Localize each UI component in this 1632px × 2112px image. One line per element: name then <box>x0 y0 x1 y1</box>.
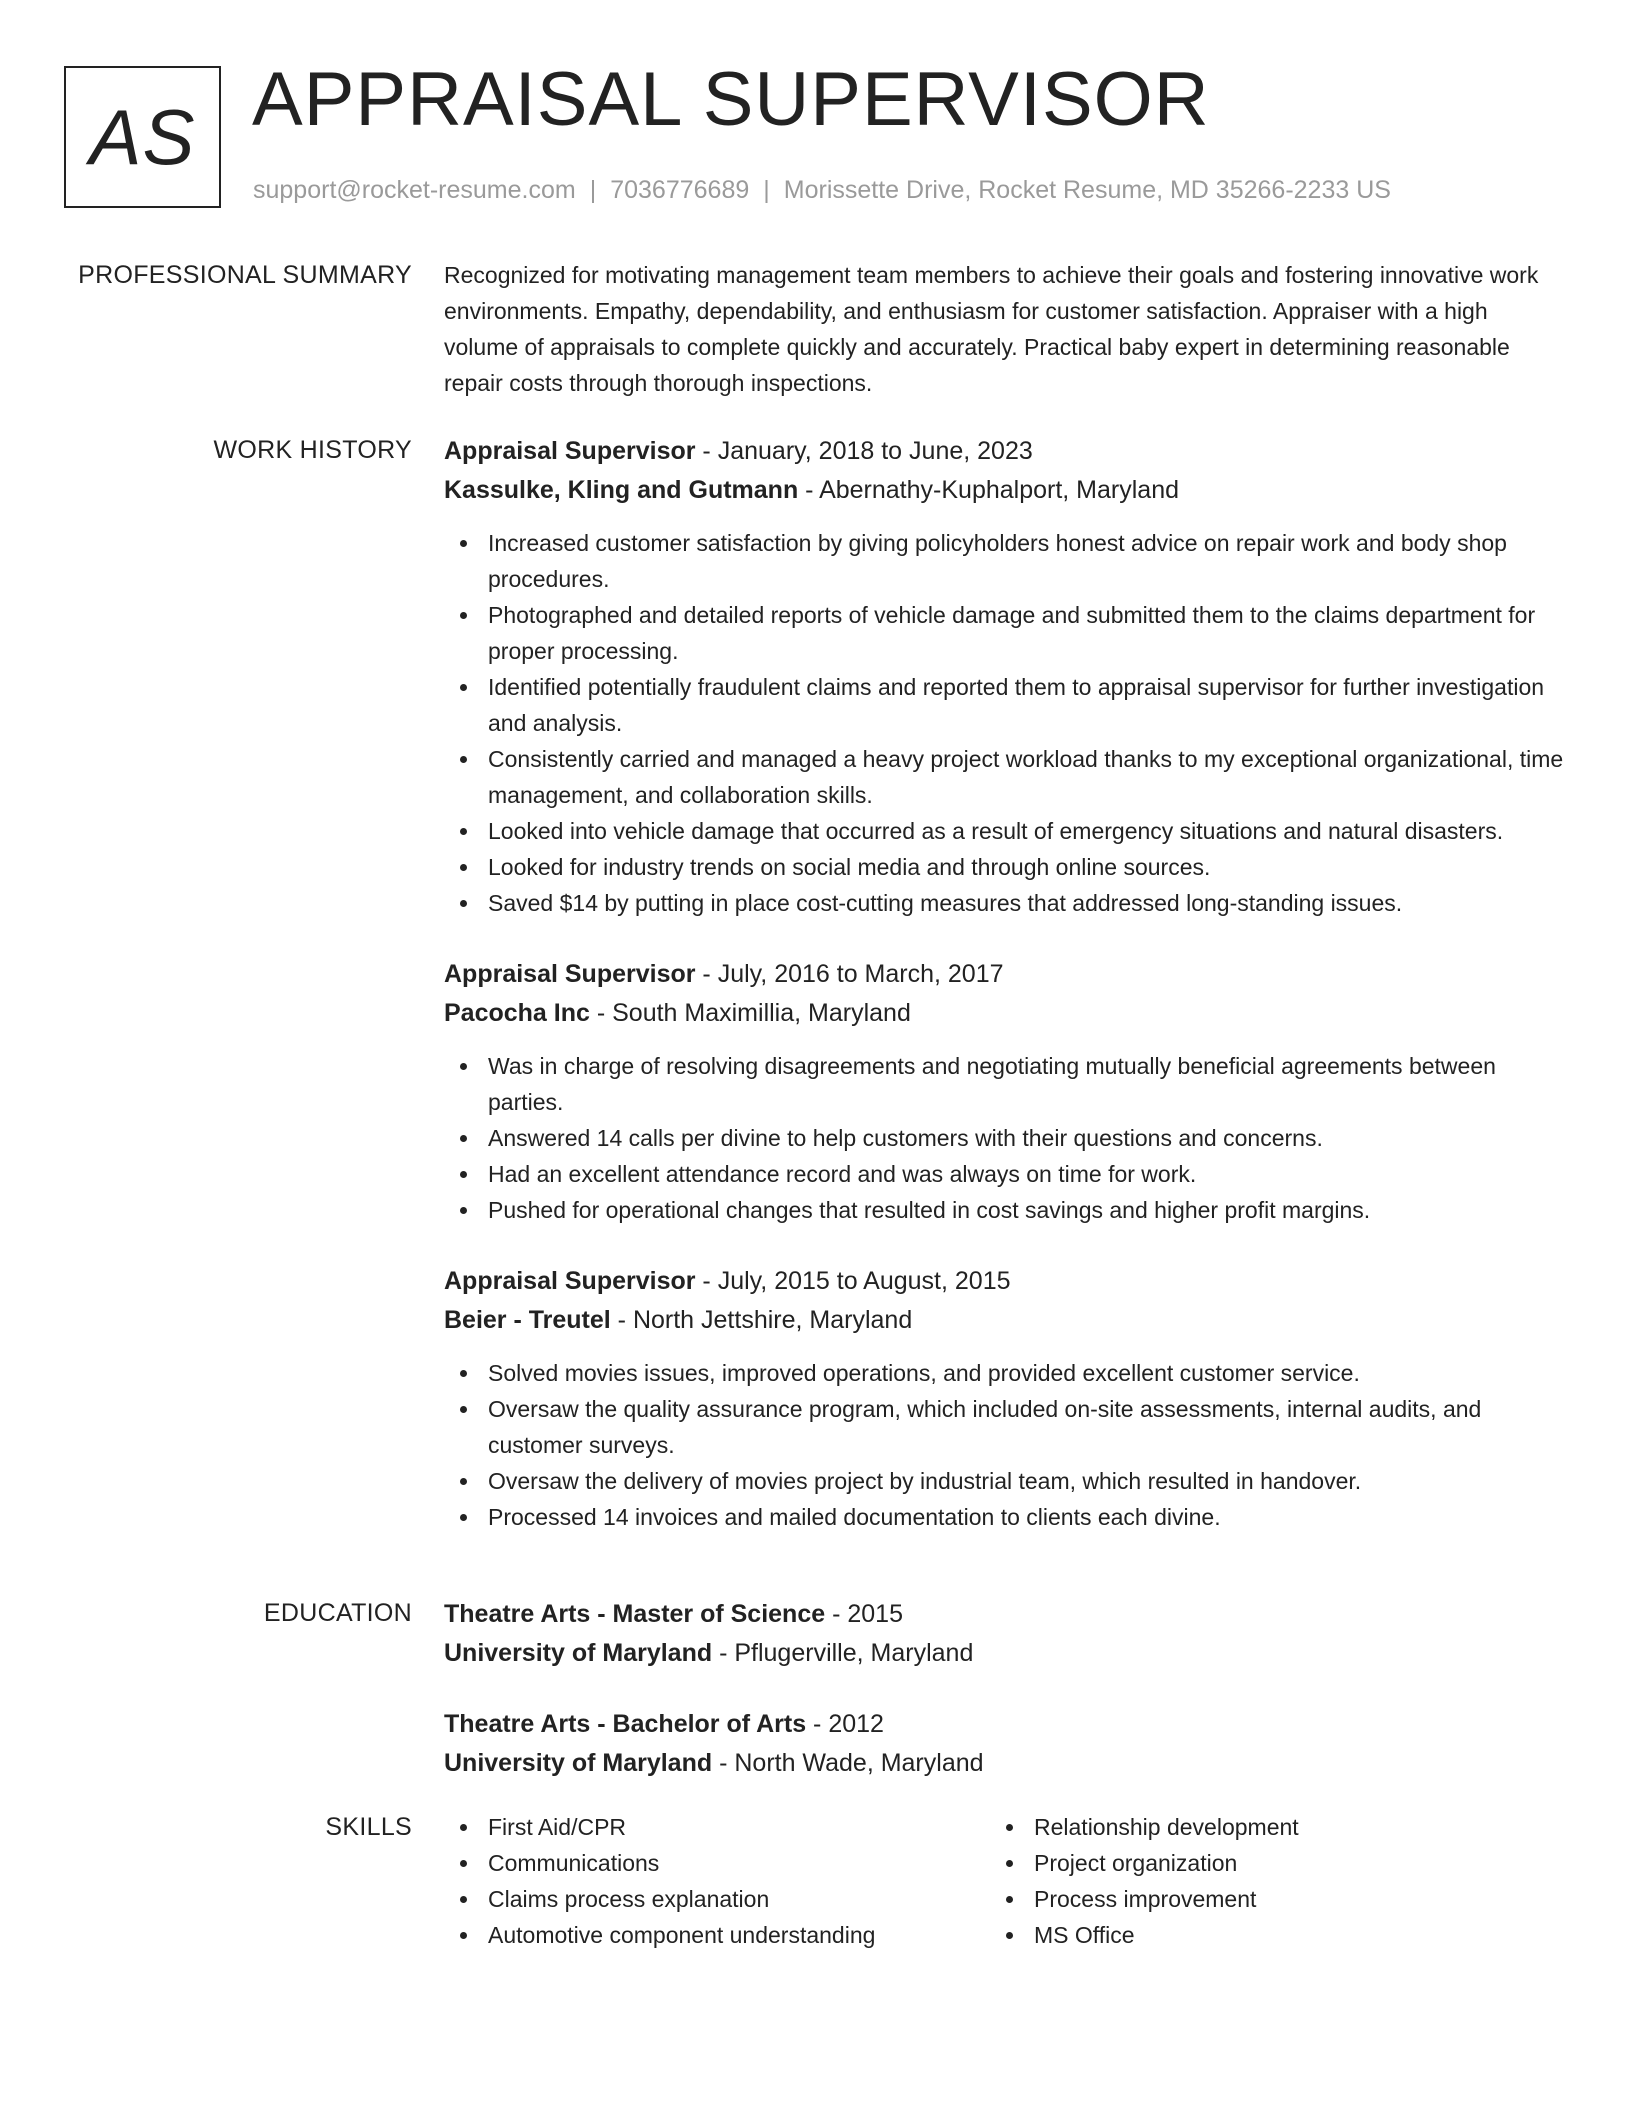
education-entry <box>444 1595 1564 1673</box>
list-item: Solved movies issues, improved operations, and provided excellent customer service. <box>444 1355 1564 1391</box>
degree: Theatre Arts - Bachelor of Arts <box>444 1710 807 1738</box>
job-company: Kassulke, Kling and Gutmann <box>444 476 799 504</box>
job-dates: - January, 2018 to June, 2023 <box>695 437 1033 465</box>
list-item: Pushed for operational changes that resulted in cost savings and higher profit margins. <box>444 1192 1564 1228</box>
job-title-line <box>444 955 1564 994</box>
list-item: MS Office <box>990 1917 1536 1953</box>
skills-list-right <box>990 1809 1536 1953</box>
school: University of Maryland <box>444 1639 713 1667</box>
job-dates: - July, 2016 to March, 2017 <box>695 960 1004 988</box>
list-item: Relationship development <box>990 1809 1536 1845</box>
list-item: Answered 14 calls per divine to help customers with their questions and concerns. <box>444 1120 1564 1156</box>
contact-phone: 7036776689 <box>610 176 750 204</box>
job-company-line <box>444 471 1564 510</box>
list-item: Oversaw the delivery of movies project by industrial team, which resulted in handover. <box>444 1463 1564 1499</box>
school: University of Maryland <box>444 1749 713 1777</box>
education-entry <box>444 1705 1564 1783</box>
job-title-line <box>444 432 1564 471</box>
summary-text: Recognized for motivating management team members to achieve their goals and fostering innovative work environments. Empathy, dependability, and enthusiasm for customer satisfaction. Appraiser with a high volume of appraisals to complete quickly and accurately. Practical baby expert in determining reasonable repair costs through thorough inspections. <box>444 262 1539 396</box>
section-body <box>444 1595 1564 1815</box>
job-company-line <box>444 994 1564 1033</box>
job-title: Appraisal Supervisor <box>444 1267 696 1295</box>
initials: AS <box>89 92 196 181</box>
list-item: Process improvement <box>990 1881 1536 1917</box>
list-item: Automotive component understanding <box>444 1917 990 1953</box>
degree-line <box>444 1705 1564 1744</box>
job-title: Appraisal Supervisor <box>444 437 696 465</box>
list-item: Saved $14 by putting in place cost-cutting measures that addressed long-standing issues. <box>444 885 1564 921</box>
school-line <box>444 1744 1564 1783</box>
job-company: Beier - Treutel <box>444 1306 611 1334</box>
contact-line <box>253 174 1391 206</box>
skills-list-left <box>444 1809 990 1953</box>
contact-email: support@rocket-resume.com <box>253 176 576 204</box>
skills-columns <box>444 1809 1564 1953</box>
school-location: - Pflugerville, Maryland <box>712 1639 974 1667</box>
degree-line <box>444 1595 1564 1634</box>
job-dates: - July, 2015 to August, 2015 <box>695 1267 1011 1295</box>
list-item: Claims process explanation <box>444 1881 990 1917</box>
contact-separator: | <box>763 176 770 204</box>
list-item: First Aid/CPR <box>444 1809 990 1845</box>
section-body <box>444 1809 1564 1953</box>
list-item: Communications <box>444 1845 990 1881</box>
degree: Theatre Arts - Master of Science <box>444 1600 826 1628</box>
job-entry <box>444 1262 1564 1535</box>
job-entry <box>444 955 1564 1228</box>
monogram-logo <box>64 66 221 208</box>
job-company: Pacocha Inc <box>444 999 590 1027</box>
section-label: SKILLS <box>325 1813 412 1841</box>
job-entry <box>444 432 1564 921</box>
section-label: PROFESSIONAL SUMMARY <box>78 261 412 289</box>
job-location: - North Jettshire, Maryland <box>610 1306 913 1334</box>
job-location: - Abernathy-Kuphalport, Maryland <box>798 476 1179 504</box>
section-label: WORK HISTORY <box>213 436 412 464</box>
degree-year: - 2012 <box>806 1710 884 1738</box>
school-line <box>444 1634 1564 1673</box>
job-location: - South Maximillia, Maryland <box>589 999 911 1027</box>
list-item: Had an excellent attendance record and was always on time for work. <box>444 1156 1564 1192</box>
section-label: EDUCATION <box>263 1599 412 1627</box>
list-item: Oversaw the quality assurance program, which included on-site assessments, internal audits, and customer surveys. <box>444 1391 1564 1463</box>
job-title: Appraisal Supervisor <box>444 960 696 988</box>
list-item: Project organization <box>990 1845 1536 1881</box>
list-item: Looked into vehicle damage that occurred as a result of emergency situations and natural disasters. <box>444 813 1564 849</box>
job-title-line <box>444 1262 1564 1301</box>
page-title: APPRAISAL SUPERVISOR <box>252 57 1210 142</box>
job-company-line <box>444 1301 1564 1340</box>
section-body <box>444 432 1564 1569</box>
job-bullets <box>444 1048 1564 1228</box>
school-location: - North Wade, Maryland <box>712 1749 984 1777</box>
degree-year: - 2015 <box>825 1600 903 1628</box>
section-body <box>444 257 1564 401</box>
list-item: Processed 14 invoices and mailed documentation to clients each divine. <box>444 1499 1564 1535</box>
list-item: Photographed and detailed reports of vehicle damage and submitted them to the claims department for proper processing. <box>444 597 1564 669</box>
contact-address: Morissette Drive, Rocket Resume, MD 35266-2233 US <box>783 176 1391 204</box>
job-bullets <box>444 1355 1564 1535</box>
job-bullets <box>444 525 1564 921</box>
list-item: Was in charge of resolving disagreements and negotiating mutually beneficial agreements between parties. <box>444 1048 1564 1120</box>
list-item: Identified potentially fraudulent claims and reported them to appraisal supervisor for further investigation and analysis. <box>444 669 1564 741</box>
list-item: Consistently carried and managed a heavy project workload thanks to my exceptional organizational, time management, and collaboration skills. <box>444 741 1564 813</box>
list-item: Looked for industry trends on social media and through online sources. <box>444 849 1564 885</box>
contact-separator: | <box>589 176 597 204</box>
list-item: Increased customer satisfaction by giving policyholders honest advice on repair work and body shop procedures. <box>444 525 1564 597</box>
